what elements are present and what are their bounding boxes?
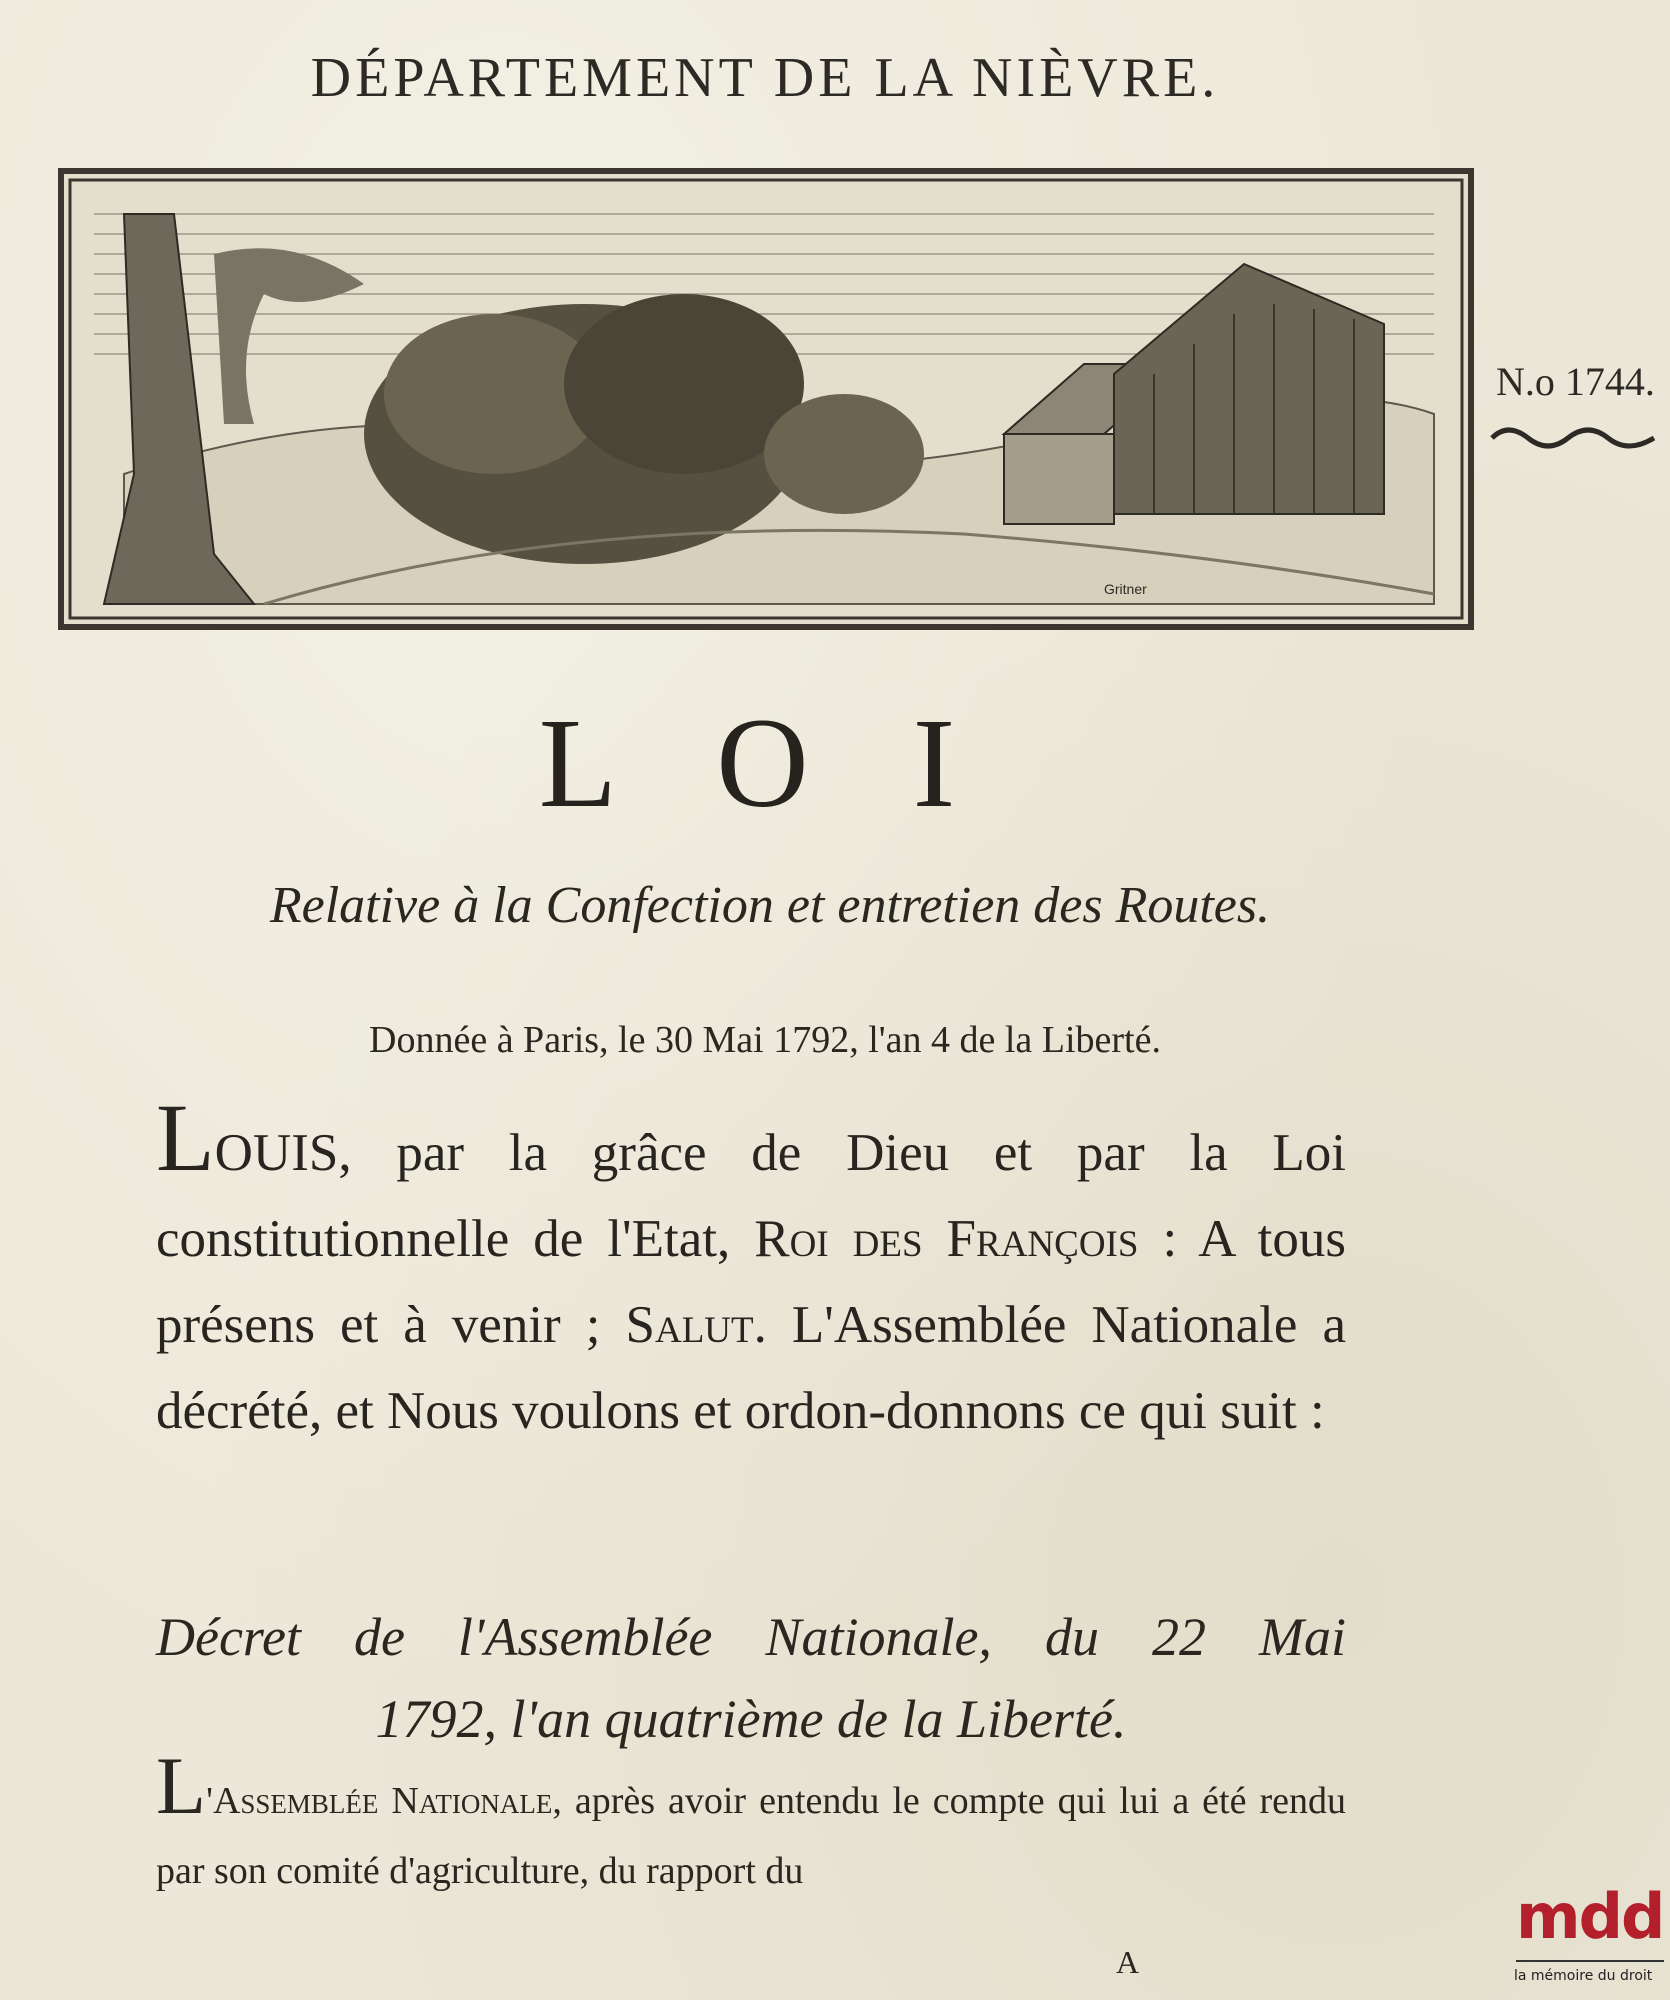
landscape-engraving: [64, 174, 1468, 624]
preamble-text-3: . L'Assemblée Nationale a décrété, et Nous voulons et ordon-donnons ce qui suit :: [156, 1296, 1346, 1440]
engraver-signature: Gritner: [1104, 581, 1147, 597]
logo-mark: mdd: [1516, 1880, 1664, 1953]
law-subtitle: Relative à la Confection et entretien des Routes.: [269, 877, 1271, 934]
salut-word: Salut: [625, 1296, 754, 1354]
decree-body: [156, 1740, 1346, 1906]
department-header: DÉPARTEMENT DE LA NIÈVRE.: [310, 47, 1220, 109]
law-title: L O I: [538, 692, 992, 834]
preamble-text-2: : A tous présens et à venir ;: [156, 1210, 1346, 1354]
mdd-logo: [1510, 1880, 1670, 2000]
preamble-dropcap: L: [156, 1084, 215, 1191]
document-number: N.o 1744.: [1496, 359, 1655, 404]
king-title: Roi des François: [754, 1210, 1139, 1268]
royal-preamble: [156, 1084, 1346, 1454]
decree-dropcap: L: [156, 1740, 207, 1831]
assembly-name: 'Assemblée Nationale: [206, 1780, 553, 1822]
decree-heading-line-1: Décret de l'Assemblée Nationale, du 22 Mai: [156, 1607, 1346, 1667]
decree-heading-line-2: 1792, l'an quatrième de la Liberté.: [375, 1689, 1127, 1749]
preamble-text-1: OUIS, par la grâce de Dieu et par la Loi constitutionnelle de l'Etat,: [156, 1124, 1346, 1268]
date-line: Donnée à Paris, le 30 Mai 1792, l'an 4 de la Liberté.: [369, 1019, 1161, 1061]
signature-mark: A: [1116, 1944, 1140, 1980]
decree-heading: [156, 1596, 1346, 1760]
logo-caption: la mémoire du droit: [1514, 1968, 1653, 1984]
flourish-ornament: [1488, 418, 1658, 458]
logo-divider: [1516, 1960, 1664, 1962]
engraved-vignette: [58, 168, 1474, 630]
decree-body-text: , après avoir entendu le compte qui lui a été rendu par son comité d'agriculture, du rapport du: [156, 1780, 1346, 1892]
